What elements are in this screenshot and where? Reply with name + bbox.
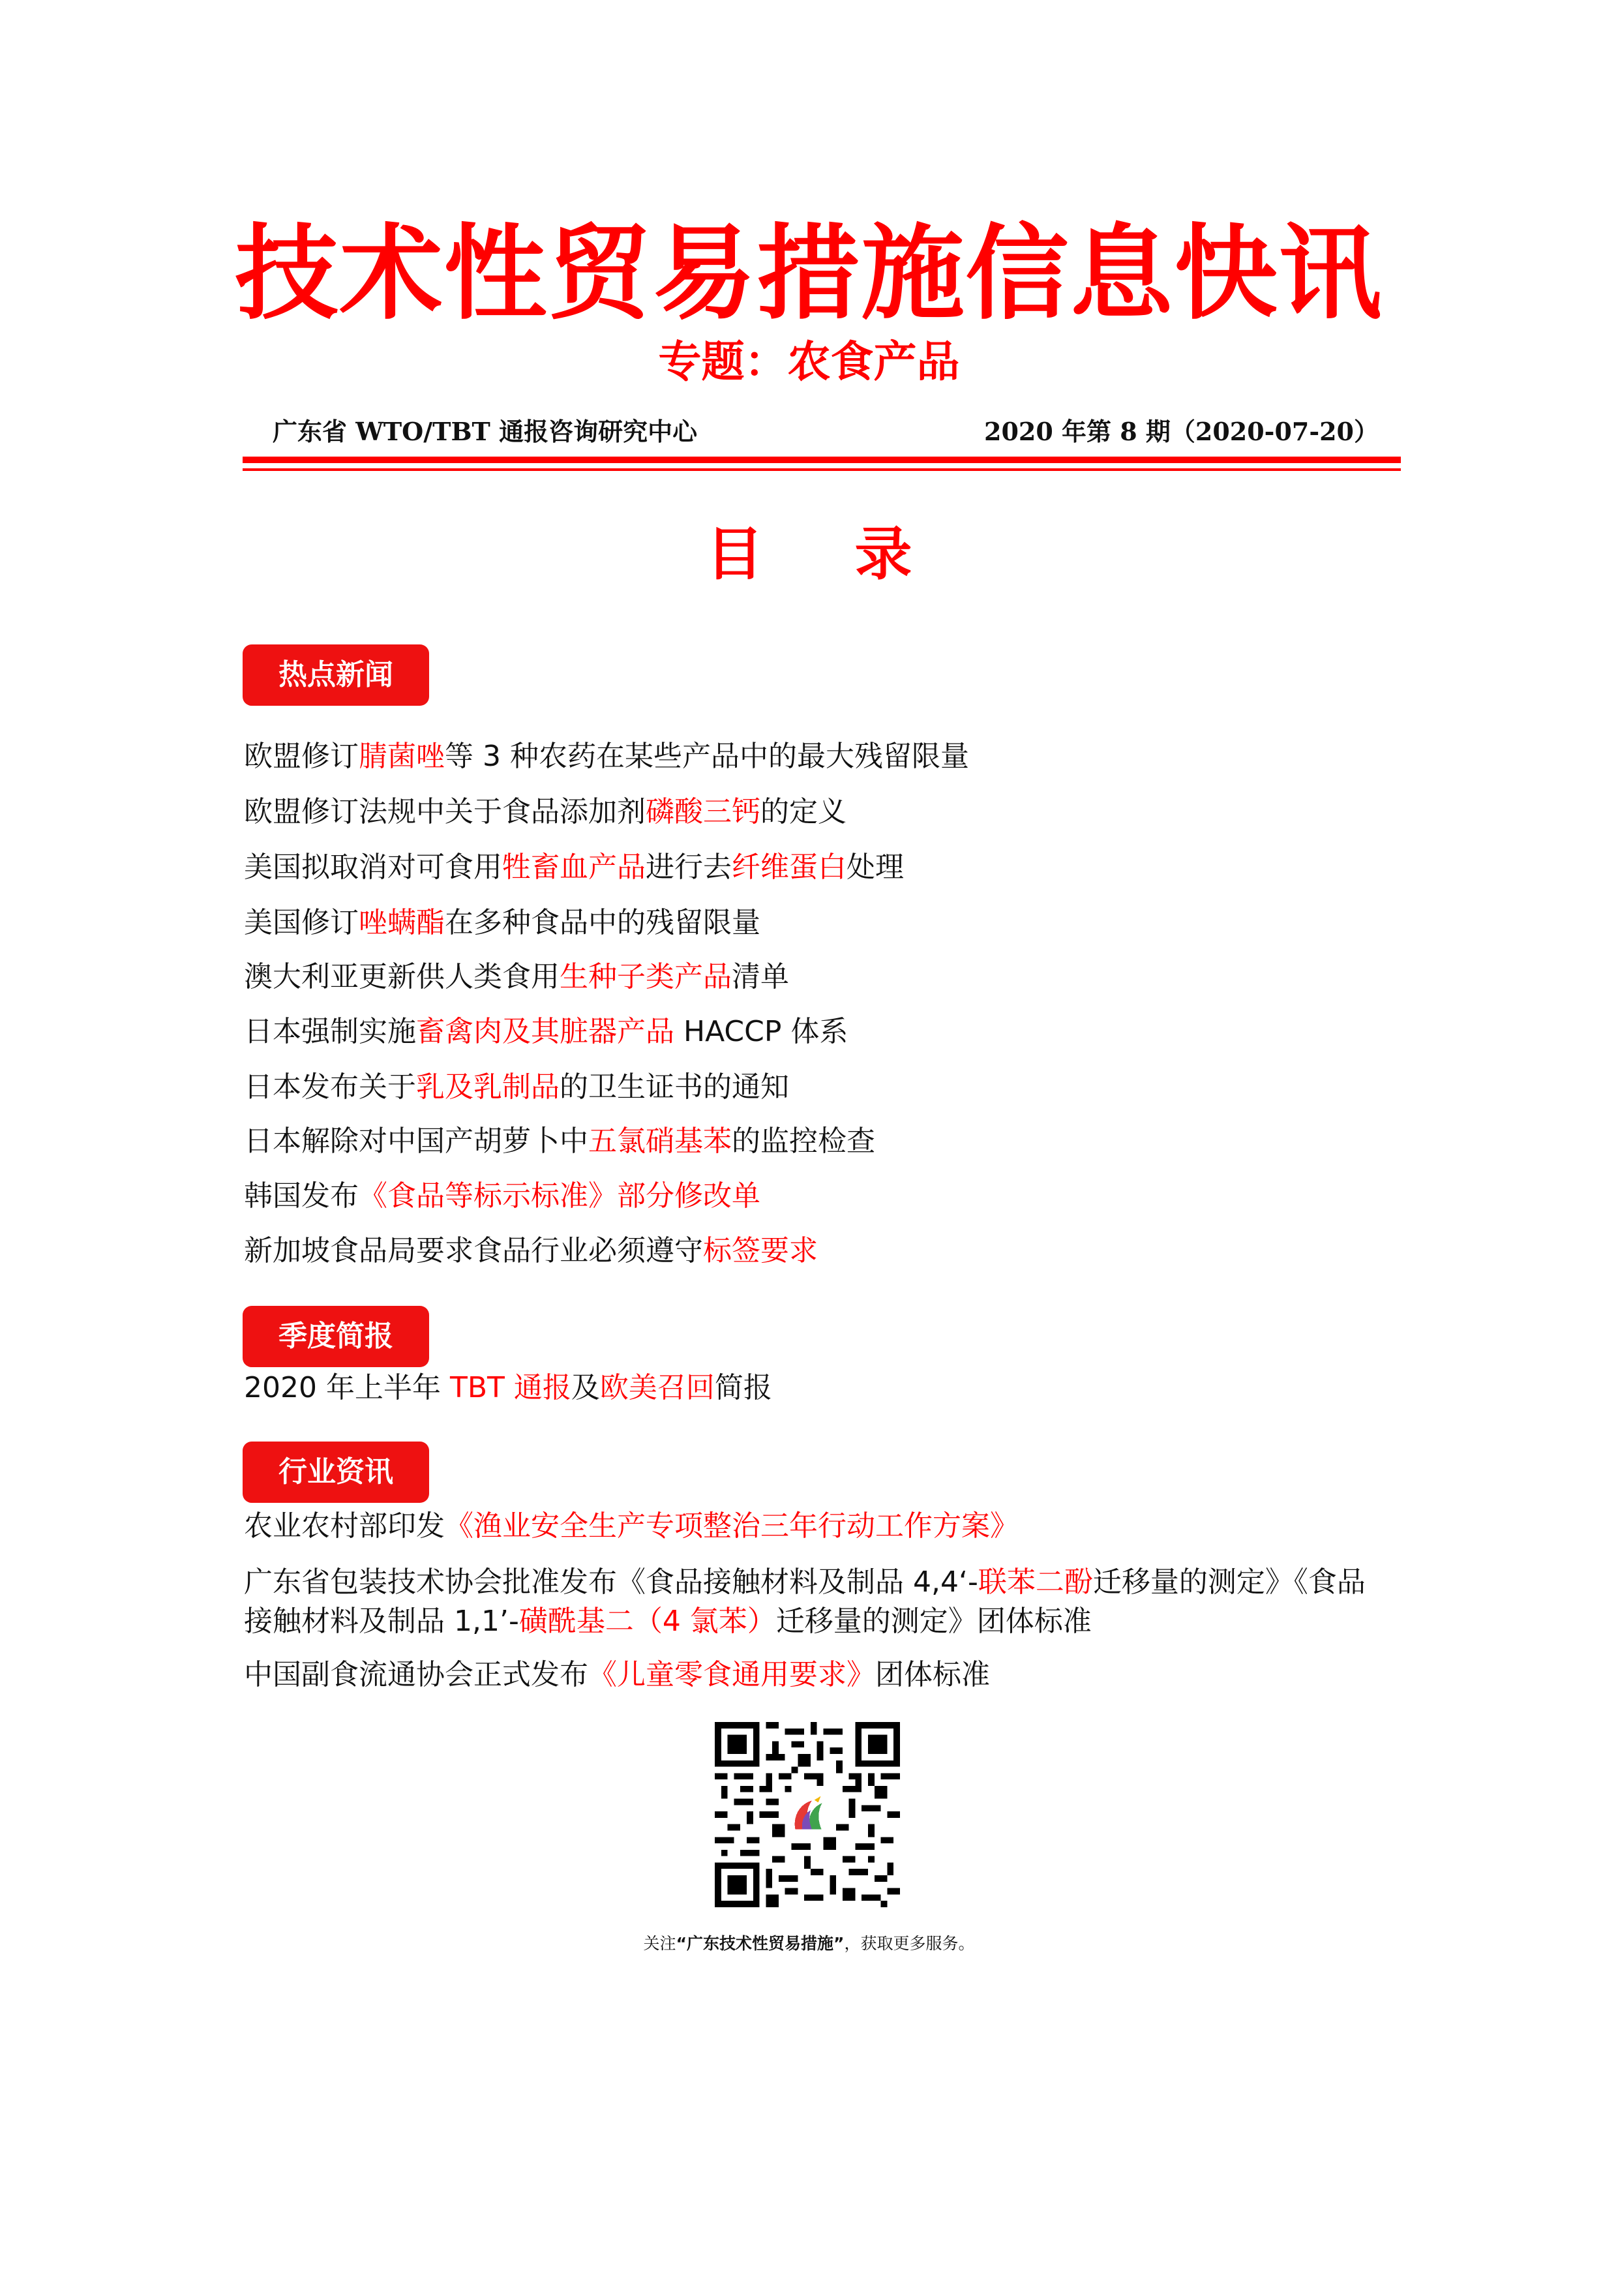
- newsletter-subtitle: 专题：农食产品: [658, 337, 960, 387]
- list-item[interactable]: 澳大利亚更新供人类食用生种子类产品清单: [244, 960, 789, 993]
- header-divider-thin: [243, 468, 1401, 471]
- follow-caption: 关注“广东技术性贸易措施”，获取更多服务。: [643, 1934, 975, 1953]
- list-item[interactable]: 广东省包装技术协会批准发布《食品接触材料及制品 4,4‘-联苯二酚迁移量的测定》《食品接触材料及制品 1,1’-磺酰基二（4 氯苯）迁移量的测定》团体标准: [244, 1565, 1366, 1638]
- header-divider-thick: [243, 457, 1401, 463]
- list-item[interactable]: 日本发布关于乳及乳制品的卫生证书的通知: [244, 1070, 789, 1104]
- list-item[interactable]: 日本解除对中国产胡萝卜中五氯硝基苯的监控检查: [244, 1125, 875, 1158]
- list-item[interactable]: 欧盟修订法规中关于食品添加剂磷酸三钙的定义: [244, 795, 846, 828]
- section-tag-hot-news: 热点新闻: [243, 644, 429, 706]
- masthead: [273, 412, 1379, 451]
- toc-title: 目录: [706, 521, 1004, 588]
- list-item[interactable]: 欧盟修订腈菌唑等 3 种农药在某些产品中的最大残留限量: [244, 740, 969, 773]
- list-item[interactable]: 农业农村部印发《渔业安全生产专项整治三年行动工作方案》: [244, 1509, 1019, 1543]
- issue-info: 2020 年第 8 期（2020-07-20）: [984, 417, 1379, 446]
- list-item[interactable]: 美国拟取消对可食用牲畜血产品进行去纤维蛋白处理: [244, 851, 904, 884]
- publisher-name: 广东省 WTO/TBT 通报咨询研究中心: [273, 417, 698, 446]
- list-item[interactable]: 中国副食流通协会正式发布《儿童零食通用要求》团体标准: [244, 1658, 990, 1691]
- section-tag-industry: 行业资讯: [243, 1442, 429, 1503]
- section-tag-quarterly: 季度简报: [243, 1306, 429, 1367]
- list-item[interactable]: 新加坡食品局要求食品行业必须遵守标签要求: [244, 1234, 818, 1267]
- qr-code-icon[interactable]: [715, 1722, 900, 1907]
- newsletter-title: 技术性贸易措施信息快讯: [235, 214, 1383, 334]
- list-item[interactable]: 2020 年上半年 TBT 通报及欧美召回简报: [244, 1371, 772, 1404]
- list-item[interactable]: 美国修订唑螨酯在多种食品中的残留限量: [244, 906, 760, 939]
- list-item[interactable]: 日本强制实施畜禽肉及其脏器产品 HACCP 体系: [244, 1015, 848, 1048]
- list-item[interactable]: 韩国发布《食品等标示标准》部分修改单: [244, 1179, 760, 1213]
